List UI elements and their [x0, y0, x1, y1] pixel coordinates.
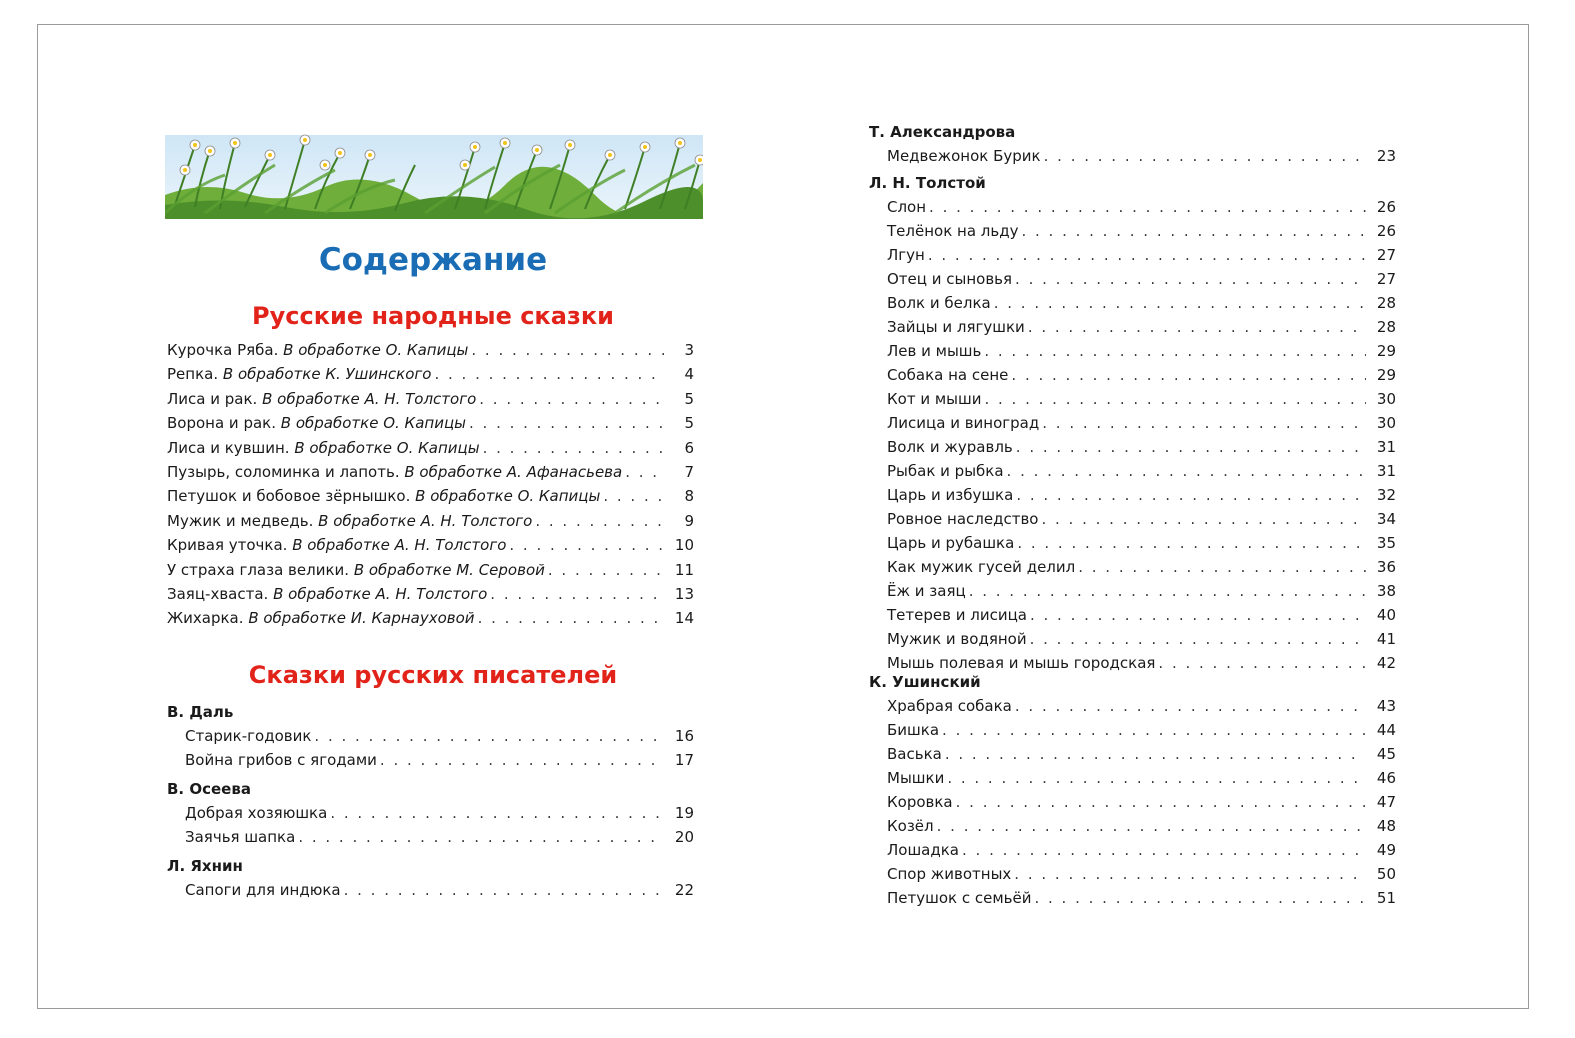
- dot-leader: [298, 825, 664, 849]
- dot-leader: [1016, 435, 1366, 459]
- entry-title: Слон: [887, 198, 927, 216]
- page-number: 17: [674, 751, 694, 769]
- dot-leader: [1028, 315, 1366, 339]
- toc-entry[interactable]: [167, 825, 694, 849]
- author-group-oseeva: [167, 777, 694, 849]
- toc-entry[interactable]: [869, 435, 1396, 459]
- page-number: 28: [1376, 294, 1396, 312]
- page-number: 27: [1376, 246, 1396, 264]
- toc-entry[interactable]: [167, 801, 694, 825]
- entry-title: Репка.: [167, 365, 219, 384]
- page-number: 7: [684, 462, 694, 481]
- entry-title: Мужик и медведь.: [167, 511, 314, 530]
- toc-entry[interactable]: [869, 790, 1396, 814]
- page-number: 29: [1376, 366, 1396, 384]
- page-number: 47: [1376, 793, 1396, 811]
- page-number: 6: [684, 438, 694, 457]
- page-number: 34: [1376, 510, 1396, 528]
- toc-entry[interactable]: [869, 579, 1396, 603]
- toc-entry[interactable]: [869, 483, 1396, 507]
- dot-leader: [928, 243, 1366, 267]
- folk-tales-list: [167, 338, 694, 631]
- dot-leader: [483, 436, 664, 460]
- toc-entry[interactable]: [869, 363, 1396, 387]
- dot-leader: [1021, 219, 1366, 243]
- dot-leader: [478, 606, 664, 630]
- page-number: 13: [674, 584, 694, 603]
- dot-leader: [947, 766, 1366, 790]
- dot-leader: [945, 742, 1366, 766]
- page-number: 5: [684, 414, 694, 433]
- author-group-dal: [167, 700, 694, 772]
- dot-leader: [1041, 507, 1366, 531]
- page-number: 31: [1376, 462, 1396, 480]
- dot-leader: [471, 338, 664, 362]
- page-number: 36: [1376, 558, 1396, 576]
- toc-entry[interactable]: [167, 878, 694, 902]
- page-number: 5: [684, 389, 694, 408]
- entry-editor: В обработке К. Ушинского: [222, 365, 432, 384]
- dot-leader: [490, 582, 664, 606]
- dot-leader: [1017, 531, 1366, 555]
- toc-entry[interactable]: [167, 509, 694, 533]
- page-number: 50: [1376, 865, 1396, 883]
- toc-entry[interactable]: [869, 862, 1396, 886]
- page-number: 10: [674, 536, 694, 555]
- entry-title: Лев и мышь: [887, 342, 982, 360]
- dot-leader: [469, 411, 664, 435]
- entry-title: Храбрая собака: [887, 697, 1012, 715]
- page-number: 31: [1376, 438, 1396, 456]
- dot-leader: [969, 579, 1366, 603]
- entry-title: Спор животных: [887, 865, 1012, 883]
- entry-title: Петушок и бобовое зёрнышко.: [167, 487, 411, 506]
- toc-entry[interactable]: [869, 195, 1396, 219]
- page-number: 26: [1376, 198, 1396, 216]
- page-number: 8: [684, 487, 694, 506]
- page-number: 3: [684, 341, 694, 359]
- toc-entry[interactable]: [869, 886, 1396, 910]
- dot-leader: [942, 718, 1366, 742]
- entry-title: Мышь полевая и мышь городская: [887, 654, 1156, 672]
- entry-title: Заячья шапка: [185, 828, 296, 846]
- entry-title: Ворона и рак.: [167, 414, 276, 433]
- page-number: 51: [1376, 889, 1396, 907]
- entry-title: Мужик и водяной: [887, 630, 1027, 648]
- toc-entry[interactable]: [869, 555, 1396, 579]
- entry-title: Тетерев и лисица: [887, 606, 1027, 624]
- toc-entry[interactable]: [167, 606, 694, 630]
- entry-title: Лгун: [887, 246, 925, 264]
- toc-entry[interactable]: [869, 742, 1396, 766]
- entry-title: Лошадка: [887, 841, 959, 859]
- folk-tales-heading: Русские народные сказки: [252, 302, 614, 330]
- toc-entry[interactable]: [167, 748, 694, 772]
- contents-title: Содержание: [318, 242, 548, 278]
- entry-editor: В обработке О. Капицы: [283, 341, 469, 359]
- page-number: 29: [1376, 342, 1396, 360]
- entry-title: Лиса и рак.: [167, 389, 258, 408]
- toc-entry[interactable]: [869, 411, 1396, 435]
- entry-editor: В обработке А. Н. Толстого: [262, 389, 477, 408]
- dot-leader: [344, 878, 664, 902]
- entry-title: Медвежонок Бурик: [887, 147, 1041, 165]
- toc-entry[interactable]: [869, 219, 1396, 243]
- dot-leader: [962, 838, 1366, 862]
- page-number: 4: [684, 365, 694, 384]
- author-name: В. Даль: [167, 703, 234, 721]
- toc-entry[interactable]: [869, 627, 1396, 651]
- dot-leader: [984, 387, 1366, 411]
- page-number: 30: [1376, 414, 1396, 432]
- toc-entry[interactable]: [869, 387, 1396, 411]
- dot-leader: [1014, 862, 1366, 886]
- entry-title: Коровка: [887, 793, 953, 811]
- author-group-yakhnin: [167, 854, 694, 902]
- dot-leader: [1011, 363, 1366, 387]
- author-name: Т. Александрова: [869, 123, 1016, 141]
- author-name: К. Ушинский: [869, 673, 981, 691]
- page-number: 40: [1376, 606, 1396, 624]
- dot-leader: [937, 814, 1366, 838]
- entry-editor: В обработке О. Капицы: [415, 487, 601, 506]
- dot-leader: [314, 724, 664, 748]
- author-group-ushinsky: [869, 670, 1396, 910]
- dot-leader: [956, 790, 1366, 814]
- toc-entry[interactable]: [869, 838, 1396, 862]
- toc-entry[interactable]: [167, 558, 694, 582]
- dot-leader: [1042, 411, 1366, 435]
- entry-title: Лисица и виноград: [887, 414, 1040, 432]
- toc-entry[interactable]: [869, 267, 1396, 291]
- dot-leader: [1030, 627, 1366, 651]
- page-number: 48: [1376, 817, 1396, 835]
- entry-editor: В обработке А. Н. Толстого: [273, 584, 488, 603]
- page-number: 43: [1376, 697, 1396, 715]
- dot-leader: [330, 801, 664, 825]
- entry-editor: В обработке М. Серовой: [353, 560, 545, 579]
- page-number: 32: [1376, 486, 1396, 504]
- entry-title: Мышки: [887, 769, 945, 787]
- entry-title: Кривая уточка.: [167, 536, 288, 555]
- entry-title: Старик-годовик: [185, 727, 312, 745]
- toc-entry[interactable]: [869, 459, 1396, 483]
- dot-leader: [1078, 555, 1366, 579]
- dot-leader: [1034, 886, 1366, 910]
- entry-title: Козёл: [887, 817, 934, 835]
- entry-title: Петушок с семьёй: [887, 889, 1032, 907]
- dot-leader: [1044, 144, 1366, 168]
- dot-leader: [509, 533, 664, 557]
- meadow-illustration: [165, 125, 703, 219]
- toc-entry[interactable]: [167, 362, 694, 386]
- author-group-aleksandrova: [869, 120, 1396, 168]
- entry-title: Волк и журавль: [887, 438, 1013, 456]
- page-number: 44: [1376, 721, 1396, 739]
- dot-leader: [929, 195, 1366, 219]
- dot-leader: [994, 291, 1366, 315]
- entry-title: Заяц-хваста.: [167, 584, 269, 603]
- entry-title: Рыбак и рыбка: [887, 462, 1004, 480]
- dot-leader: [603, 484, 664, 508]
- dot-leader: [380, 748, 664, 772]
- toc-entry[interactable]: [869, 814, 1396, 838]
- page-number: 28: [1376, 318, 1396, 336]
- entry-title: Собака на сене: [887, 366, 1009, 384]
- entry-title: Васька: [887, 745, 942, 763]
- entry-title: Курочка Ряба.: [167, 341, 279, 359]
- writers-tales-heading: Сказки русских писателей: [248, 661, 618, 689]
- page-number: 42: [1376, 654, 1396, 672]
- entry-title: Зайцы и лягушки: [887, 318, 1025, 336]
- toc-entry[interactable]: [869, 694, 1396, 718]
- entry-title: Ёж и заяц: [887, 582, 966, 600]
- toc-entry[interactable]: [869, 291, 1396, 315]
- entry-title: У страха глаза велики.: [167, 560, 350, 579]
- dot-leader: [625, 460, 664, 484]
- dot-leader: [1016, 483, 1366, 507]
- page-number: 30: [1376, 390, 1396, 408]
- dot-leader: [479, 387, 664, 411]
- page-number: 11: [674, 560, 694, 579]
- entry-editor: В обработке О. Капицы: [280, 414, 466, 433]
- page-number: 35: [1376, 534, 1396, 552]
- toc-entry[interactable]: [167, 436, 694, 460]
- entry-editor: В обработке О. Капицы: [294, 438, 480, 457]
- toc-entry[interactable]: [869, 718, 1396, 742]
- page-number: 45: [1376, 745, 1396, 763]
- page-number: 20: [674, 828, 694, 846]
- toc-entry[interactable]: [869, 243, 1396, 267]
- toc-entry[interactable]: [869, 144, 1396, 168]
- page-number: 27: [1376, 270, 1396, 288]
- entry-editor: В обработке А. Н. Толстого: [292, 536, 507, 555]
- dot-leader: [548, 558, 664, 582]
- entry-title: Царь и рубашка: [887, 534, 1015, 552]
- toc-entry[interactable]: [167, 338, 694, 362]
- entry-title: Бишка: [887, 721, 940, 739]
- toc-entry[interactable]: [167, 582, 694, 606]
- dot-leader: [1030, 603, 1366, 627]
- page-number: 26: [1376, 222, 1396, 240]
- toc-entry[interactable]: [869, 531, 1396, 555]
- entry-title: Как мужик гусей делил: [887, 558, 1076, 576]
- entry-title: Лиса и кувшин.: [167, 438, 290, 457]
- toc-entry[interactable]: [167, 460, 694, 484]
- page-number: 38: [1376, 582, 1396, 600]
- toc-entry[interactable]: [167, 484, 694, 508]
- page-number: 9: [684, 511, 694, 530]
- dot-leader: [984, 339, 1366, 363]
- toc-entry[interactable]: [869, 766, 1396, 790]
- entry-editor: В обработке А. Афанасьева: [404, 462, 623, 481]
- entry-editor: В обработке А. Н. Толстого: [318, 511, 533, 530]
- page-number: 16: [674, 727, 694, 745]
- author-name: Л. Н. Толстой: [869, 174, 986, 192]
- entry-title: Жихарка.: [167, 609, 244, 628]
- toc-entry[interactable]: [167, 533, 694, 557]
- entry-title: Отец и сыновья: [887, 270, 1013, 288]
- page-number: 14: [674, 609, 694, 628]
- entry-title: Кот и мыши: [887, 390, 982, 408]
- entry-title: Телёнок на льду: [887, 222, 1019, 240]
- page-number: 19: [674, 804, 694, 822]
- dot-leader: [1007, 459, 1366, 483]
- author-name: В. Осеева: [167, 780, 251, 798]
- entry-title: Добрая хозяюшка: [185, 804, 328, 822]
- entry-editor: В обработке И. Карнауховой: [248, 609, 475, 628]
- dot-leader: [434, 362, 664, 386]
- entry-title: Пузырь, соломинка и лапоть.: [167, 462, 400, 481]
- entry-title: Сапоги для индюка: [185, 881, 341, 899]
- page-number: 41: [1376, 630, 1396, 648]
- toc-entry[interactable]: [167, 724, 694, 748]
- dot-leader: [535, 509, 664, 533]
- toc-entry[interactable]: [869, 315, 1396, 339]
- author-group-tolstoy: [869, 171, 1396, 675]
- toc-entry[interactable]: [869, 339, 1396, 363]
- entry-title: Война грибов с ягодами: [185, 751, 377, 769]
- toc-entry[interactable]: [869, 507, 1396, 531]
- entry-title: Царь и избушка: [887, 486, 1014, 504]
- page-number: 22: [674, 881, 694, 899]
- entry-title: Ровное наследство: [887, 510, 1039, 528]
- page-number: 49: [1376, 841, 1396, 859]
- toc-entry[interactable]: [869, 603, 1396, 627]
- toc-entry[interactable]: [167, 387, 694, 411]
- dot-leader: [1015, 694, 1366, 718]
- page-number: 46: [1376, 769, 1396, 787]
- toc-entry[interactable]: [167, 411, 694, 435]
- page-number: 23: [1376, 147, 1396, 165]
- entry-title: Волк и белка: [887, 294, 991, 312]
- dot-leader: [1015, 267, 1366, 291]
- author-name: Л. Яхнин: [167, 857, 243, 875]
